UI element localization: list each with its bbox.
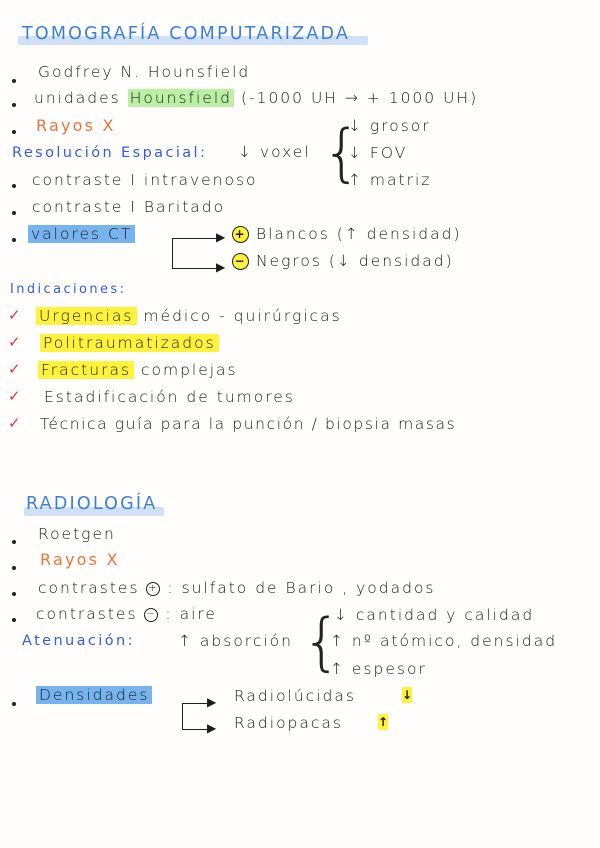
check-icon: ✓ xyxy=(8,360,21,378)
bullet xyxy=(12,566,16,570)
valor-negros xyxy=(232,252,454,270)
rad-title: RADIOLOGÍA xyxy=(26,494,158,514)
unidades-range: (-1000 UH → + 1000 UH) xyxy=(240,89,479,107)
densidades xyxy=(36,686,152,704)
valor-blancos xyxy=(232,225,462,243)
check-icon: ✓ xyxy=(8,414,21,432)
hounsfield-name: Godfrey N. Hounsfield xyxy=(38,63,251,81)
valores-ct-highlight: valores CT xyxy=(28,225,135,243)
voxel: ↓ voxel xyxy=(238,143,311,161)
tc-title: TOMOGRAFÍA COMPUTARIZADA xyxy=(22,24,351,44)
indicacion-item xyxy=(38,361,238,379)
resolucion-item: ↓ FOV xyxy=(348,144,408,162)
bullet xyxy=(12,79,16,83)
indicacion-highlight: Politraumatizados xyxy=(40,334,219,352)
atenuacion-item: ↓ cantidad y calidad xyxy=(334,606,535,624)
minus-circle-icon: − xyxy=(146,608,157,620)
bullet xyxy=(12,238,16,242)
indicacion-item xyxy=(40,334,219,352)
contrastes-negativos xyxy=(36,605,217,623)
resolucion-label: Resolución Espacial: xyxy=(12,145,208,161)
contrastes-label: contrastes xyxy=(38,579,140,597)
branch-line xyxy=(172,268,222,269)
up-arrow-icon: ↑ xyxy=(378,715,389,729)
roetgen: Roetgen xyxy=(38,525,116,543)
plus-circle-icon: + xyxy=(148,582,159,594)
contraste-iv: contraste I intravenoso xyxy=(32,171,258,189)
indicaciones-label: Indicaciones: xyxy=(10,282,127,297)
absorcion: ↑ absorción xyxy=(178,632,293,650)
indicacion-item: Estadificación de tumores xyxy=(44,388,295,406)
bullet xyxy=(12,618,16,622)
radiolucidas: Radiolúcidas xyxy=(234,687,356,705)
minus-circle-icon: − xyxy=(232,253,249,270)
densidades-highlight: Densidades xyxy=(36,686,152,704)
valores-ct xyxy=(28,225,135,243)
resolucion-item: ↑ matriz xyxy=(348,171,432,189)
arrow-head-icon: ▶ xyxy=(216,230,226,244)
bullet xyxy=(12,130,16,134)
branch-line xyxy=(182,703,183,729)
valor-text: Negros (↓ densidad) xyxy=(255,252,454,270)
contrastes-text: : aire xyxy=(165,605,217,623)
down-arrow-icon: ↓ xyxy=(402,688,413,702)
indicacion-text: médico - quirúrgicas xyxy=(143,307,342,325)
indicacion-highlight: Fracturas xyxy=(38,361,134,379)
hounsfield-highlight: Hounsfield xyxy=(129,89,232,107)
contrastes-label: contrastes xyxy=(36,605,138,623)
contrastes-positivos xyxy=(38,579,436,597)
unidades-line xyxy=(34,89,478,107)
indicacion-text: complejas xyxy=(140,361,238,379)
branch-line xyxy=(172,238,222,239)
valor-text: Blancos (↑ densidad) xyxy=(255,225,462,243)
atenuacion-item: ↑ nº atómico, densidad xyxy=(330,632,558,650)
bullet xyxy=(12,184,16,188)
contrastes-text: : sulfato de Bario , yodados xyxy=(167,579,436,597)
plus-circle-icon: + xyxy=(232,226,249,243)
arrow-head-icon: ▶ xyxy=(207,721,217,735)
atenuacion-item: ↑ espesor xyxy=(330,660,427,678)
resolucion-brace: { xyxy=(322,116,362,189)
bullet xyxy=(12,592,16,596)
contraste-baritado: contraste I Baritado xyxy=(32,198,226,216)
arrow-head-icon: ▶ xyxy=(216,260,226,274)
check-icon: ✓ xyxy=(8,306,21,324)
indicacion-highlight: Urgencias xyxy=(36,307,137,325)
bullet xyxy=(12,702,16,706)
bullet xyxy=(12,211,16,215)
indicacion-item: Técnica guía para la punción / biopsia masas xyxy=(40,415,457,433)
rad-rayos-x: Rayos X xyxy=(40,550,120,569)
atenuacion-label: Atenuación: xyxy=(22,633,135,649)
atenuacion-brace: { xyxy=(302,605,342,678)
branch-line xyxy=(172,238,173,268)
check-icon: ✓ xyxy=(8,333,21,351)
radiopacas: Radiopacas xyxy=(234,714,343,732)
tc-rayos-x: Rayos X xyxy=(36,116,116,135)
indicacion-item xyxy=(36,307,342,325)
bullet xyxy=(12,540,16,544)
resolucion-item: ↓ grosor xyxy=(348,117,431,135)
unidades-pre: unidades xyxy=(34,89,121,107)
arrow-head-icon: ▶ xyxy=(207,695,217,709)
check-icon: ✓ xyxy=(8,387,21,405)
bullet xyxy=(12,103,16,107)
